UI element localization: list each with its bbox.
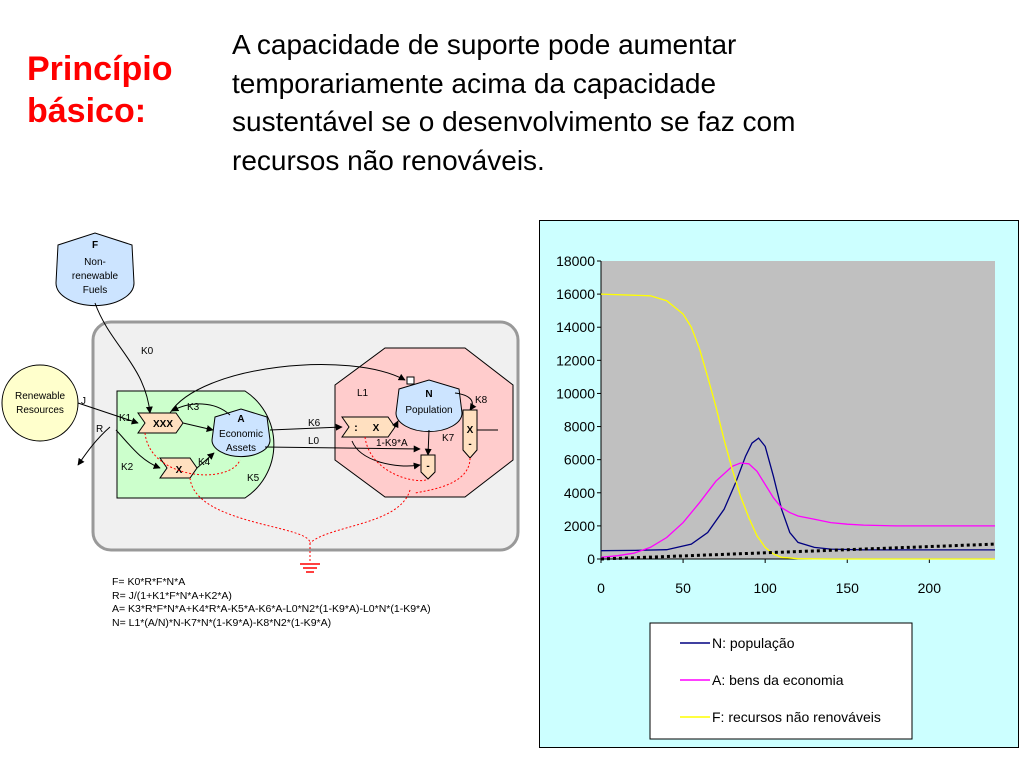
heading-line-2: básico: xyxy=(27,92,147,130)
label-l0: L0 xyxy=(308,436,320,447)
x-lower-label: X xyxy=(175,465,183,476)
x-tick-label-2: 100 xyxy=(753,580,777,596)
simulation-chart-panel xyxy=(539,220,1019,748)
fuel-letter: F xyxy=(91,240,99,251)
renewable-label-2: Resources xyxy=(16,405,64,416)
assets-letter: A xyxy=(237,414,245,425)
label-k3: K3 xyxy=(187,402,200,413)
statement-line-3: sustentável se o desenvolvimento se faz com xyxy=(232,106,796,137)
y-tick-label-6: 12000 xyxy=(556,352,595,369)
minus-label: - xyxy=(426,461,430,472)
population-letter: N xyxy=(425,389,433,400)
statement-line-1: A capacidade de suporte pode aumentar xyxy=(232,29,737,60)
equation-f: F= K0*R*F*N*A xyxy=(112,576,186,588)
fuel-label-3: Fuels xyxy=(82,285,108,296)
equation-n: N= L1*(A/N)*N-K7*N*(1-K9*A)-K8*N2*(1-K9*A) xyxy=(112,616,332,629)
fuel-label-1: Non- xyxy=(84,257,106,268)
x-tick-label-1: 50 xyxy=(675,580,691,596)
label-l1: L1 xyxy=(357,388,369,399)
slide-heading xyxy=(27,48,172,132)
y-tick-label-8: 16000 xyxy=(556,286,595,303)
renewable-source-circle xyxy=(2,365,78,441)
label-k0: K0 xyxy=(141,346,154,357)
y-tick-label-5: 10000 xyxy=(556,385,595,402)
label-j: J xyxy=(81,396,86,407)
x-right-label: X xyxy=(466,425,474,436)
equation-a: A= K3*R*F*N*A+K4*R*A-K5*A-K6*A-L0*N2*(1-K9*A)-L0*N*(1-K9*A) xyxy=(112,603,431,616)
equation-r: R= J/(1+K1*F*N*A+K2*A) xyxy=(112,589,232,602)
fuel-label-2: renewable xyxy=(71,271,119,282)
label-k7: K7 xyxy=(442,433,455,444)
label-k2: K2 xyxy=(121,462,134,473)
population-label: Population xyxy=(405,405,453,416)
simulation-line-chart xyxy=(540,221,1018,747)
y-tick-label-4: 8000 xyxy=(563,418,595,435)
y-tick-label-0: 0 xyxy=(587,551,595,567)
division-workgate xyxy=(342,417,395,437)
colon-label: : xyxy=(354,422,358,434)
y-tick-label-7: 14000 xyxy=(556,319,595,336)
legend-label-2: F: recursos não renováveis xyxy=(712,709,881,725)
minus-right-label: - xyxy=(468,439,472,450)
y-tick-label-2: 4000 xyxy=(563,484,595,501)
label-k4: K4 xyxy=(198,457,211,468)
heading-line-1: Princípio xyxy=(27,50,173,88)
principle-statement xyxy=(232,26,992,180)
y-tick-label-1: 2000 xyxy=(563,517,595,534)
y-tick-label-3: 6000 xyxy=(563,451,595,468)
x-tick-label-3: 150 xyxy=(835,580,859,596)
assets-label-1: Economic xyxy=(219,429,263,440)
label-r: R xyxy=(96,424,104,435)
renewable-label-1: Renewable xyxy=(14,391,66,402)
label-k5: K5 xyxy=(247,473,260,484)
plot-area xyxy=(601,261,995,559)
heat-sink-icon xyxy=(300,564,320,572)
y-tick-label-9: 18000 xyxy=(556,253,595,269)
legend-label-0: N: população xyxy=(712,635,795,651)
x-div-label: X xyxy=(372,423,380,434)
xxx-label: XXX xyxy=(152,419,174,430)
energy-systems-diagram xyxy=(0,225,530,585)
label-k6: K6 xyxy=(308,418,321,429)
statement-line-4: recursos não renováveis. xyxy=(232,144,545,176)
statement-line-2: temporariamente acima da capacidade xyxy=(232,67,717,99)
label-k1: K1 xyxy=(119,413,132,424)
assets-label-2: Assets xyxy=(225,443,257,454)
model-equations xyxy=(112,576,431,630)
label-sub: 1-K9*A xyxy=(376,438,408,449)
label-k8: K8 xyxy=(475,395,488,406)
population-switch-square xyxy=(407,377,414,384)
legend-label-1: A: bens da economia xyxy=(712,672,844,688)
x-tick-label-4: 200 xyxy=(917,580,942,596)
x-tick-label-0: 0 xyxy=(597,580,605,596)
